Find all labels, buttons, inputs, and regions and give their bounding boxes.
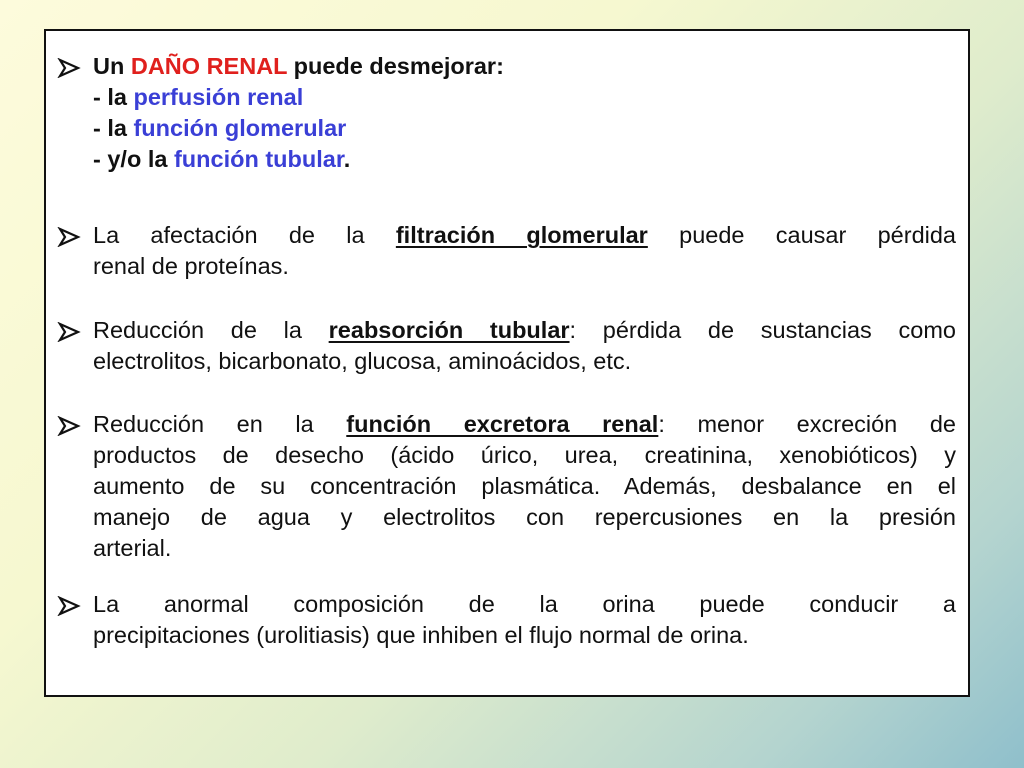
bullet-text: [93, 589, 956, 651]
underlined-term: función excretora renal: [346, 411, 659, 437]
text-span: Reducción en la: [93, 411, 347, 437]
arrowhead-bullet-icon: [57, 322, 81, 342]
blue-term: perfusión renal: [133, 84, 304, 110]
text-span: - la: [93, 84, 134, 110]
text-line: productos de desecho (ácido úrico, urea, creatinina, xenobióticos) y: [93, 442, 956, 468]
text-span: Un: [93, 53, 131, 79]
arrowhead-bullet-icon: [57, 596, 81, 616]
text-span: : menor excreción de: [658, 411, 956, 437]
text-span: puede causar pérdida: [647, 222, 956, 248]
text-line: [93, 409, 956, 440]
text-line: La anormal composición de la orina puede conducir a: [93, 591, 956, 617]
sub-line-tubular: [93, 144, 956, 175]
text-line: [93, 51, 956, 82]
bullet-text: [93, 315, 956, 377]
text-span: puede desmejorar:: [287, 53, 504, 79]
text-line: renal de proteínas.: [93, 253, 289, 279]
text-line: electrolitos, bicarbonato, glucosa, aminoácidos, etc.: [93, 348, 632, 374]
underlined-term: filtración glomerular: [395, 222, 648, 248]
arrowhead-bullet-icon: [57, 416, 81, 436]
bullet-text: [93, 220, 956, 282]
slide-content-box: [44, 29, 970, 697]
text-span: Reducción de la: [93, 317, 329, 343]
highlight-term: DAÑO RENAL: [130, 53, 288, 79]
text-span: .: [343, 146, 351, 172]
text-span: - la: [93, 115, 134, 141]
underlined-term: reabsorción tubular: [328, 317, 570, 343]
text-span: La afectación de la: [93, 222, 396, 248]
arrowhead-bullet-icon: [57, 227, 81, 247]
text-span: : pérdida de sustancias como: [569, 317, 956, 343]
blue-term: función tubular: [173, 146, 344, 172]
text-line: arterial.: [93, 535, 172, 561]
sub-line-perfusion: [93, 82, 956, 113]
text-line: [93, 315, 956, 346]
text-span: - y/o la: [93, 146, 174, 172]
text-line: precipitaciones (urolitiasis) que inhiben el flujo normal de orina.: [93, 622, 749, 648]
arrowhead-bullet-icon: [57, 58, 81, 78]
bullet-text: [93, 51, 956, 175]
text-line: [93, 220, 956, 251]
blue-term: función glomerular: [133, 115, 347, 141]
sub-line-glomerular: [93, 113, 956, 144]
text-line: manejo de agua y electrolitos con repercusiones en la presión: [93, 504, 956, 530]
bullet-text: [93, 409, 956, 564]
text-line: aumento de su concentración plasmática. Además, desbalance en el: [93, 473, 956, 499]
